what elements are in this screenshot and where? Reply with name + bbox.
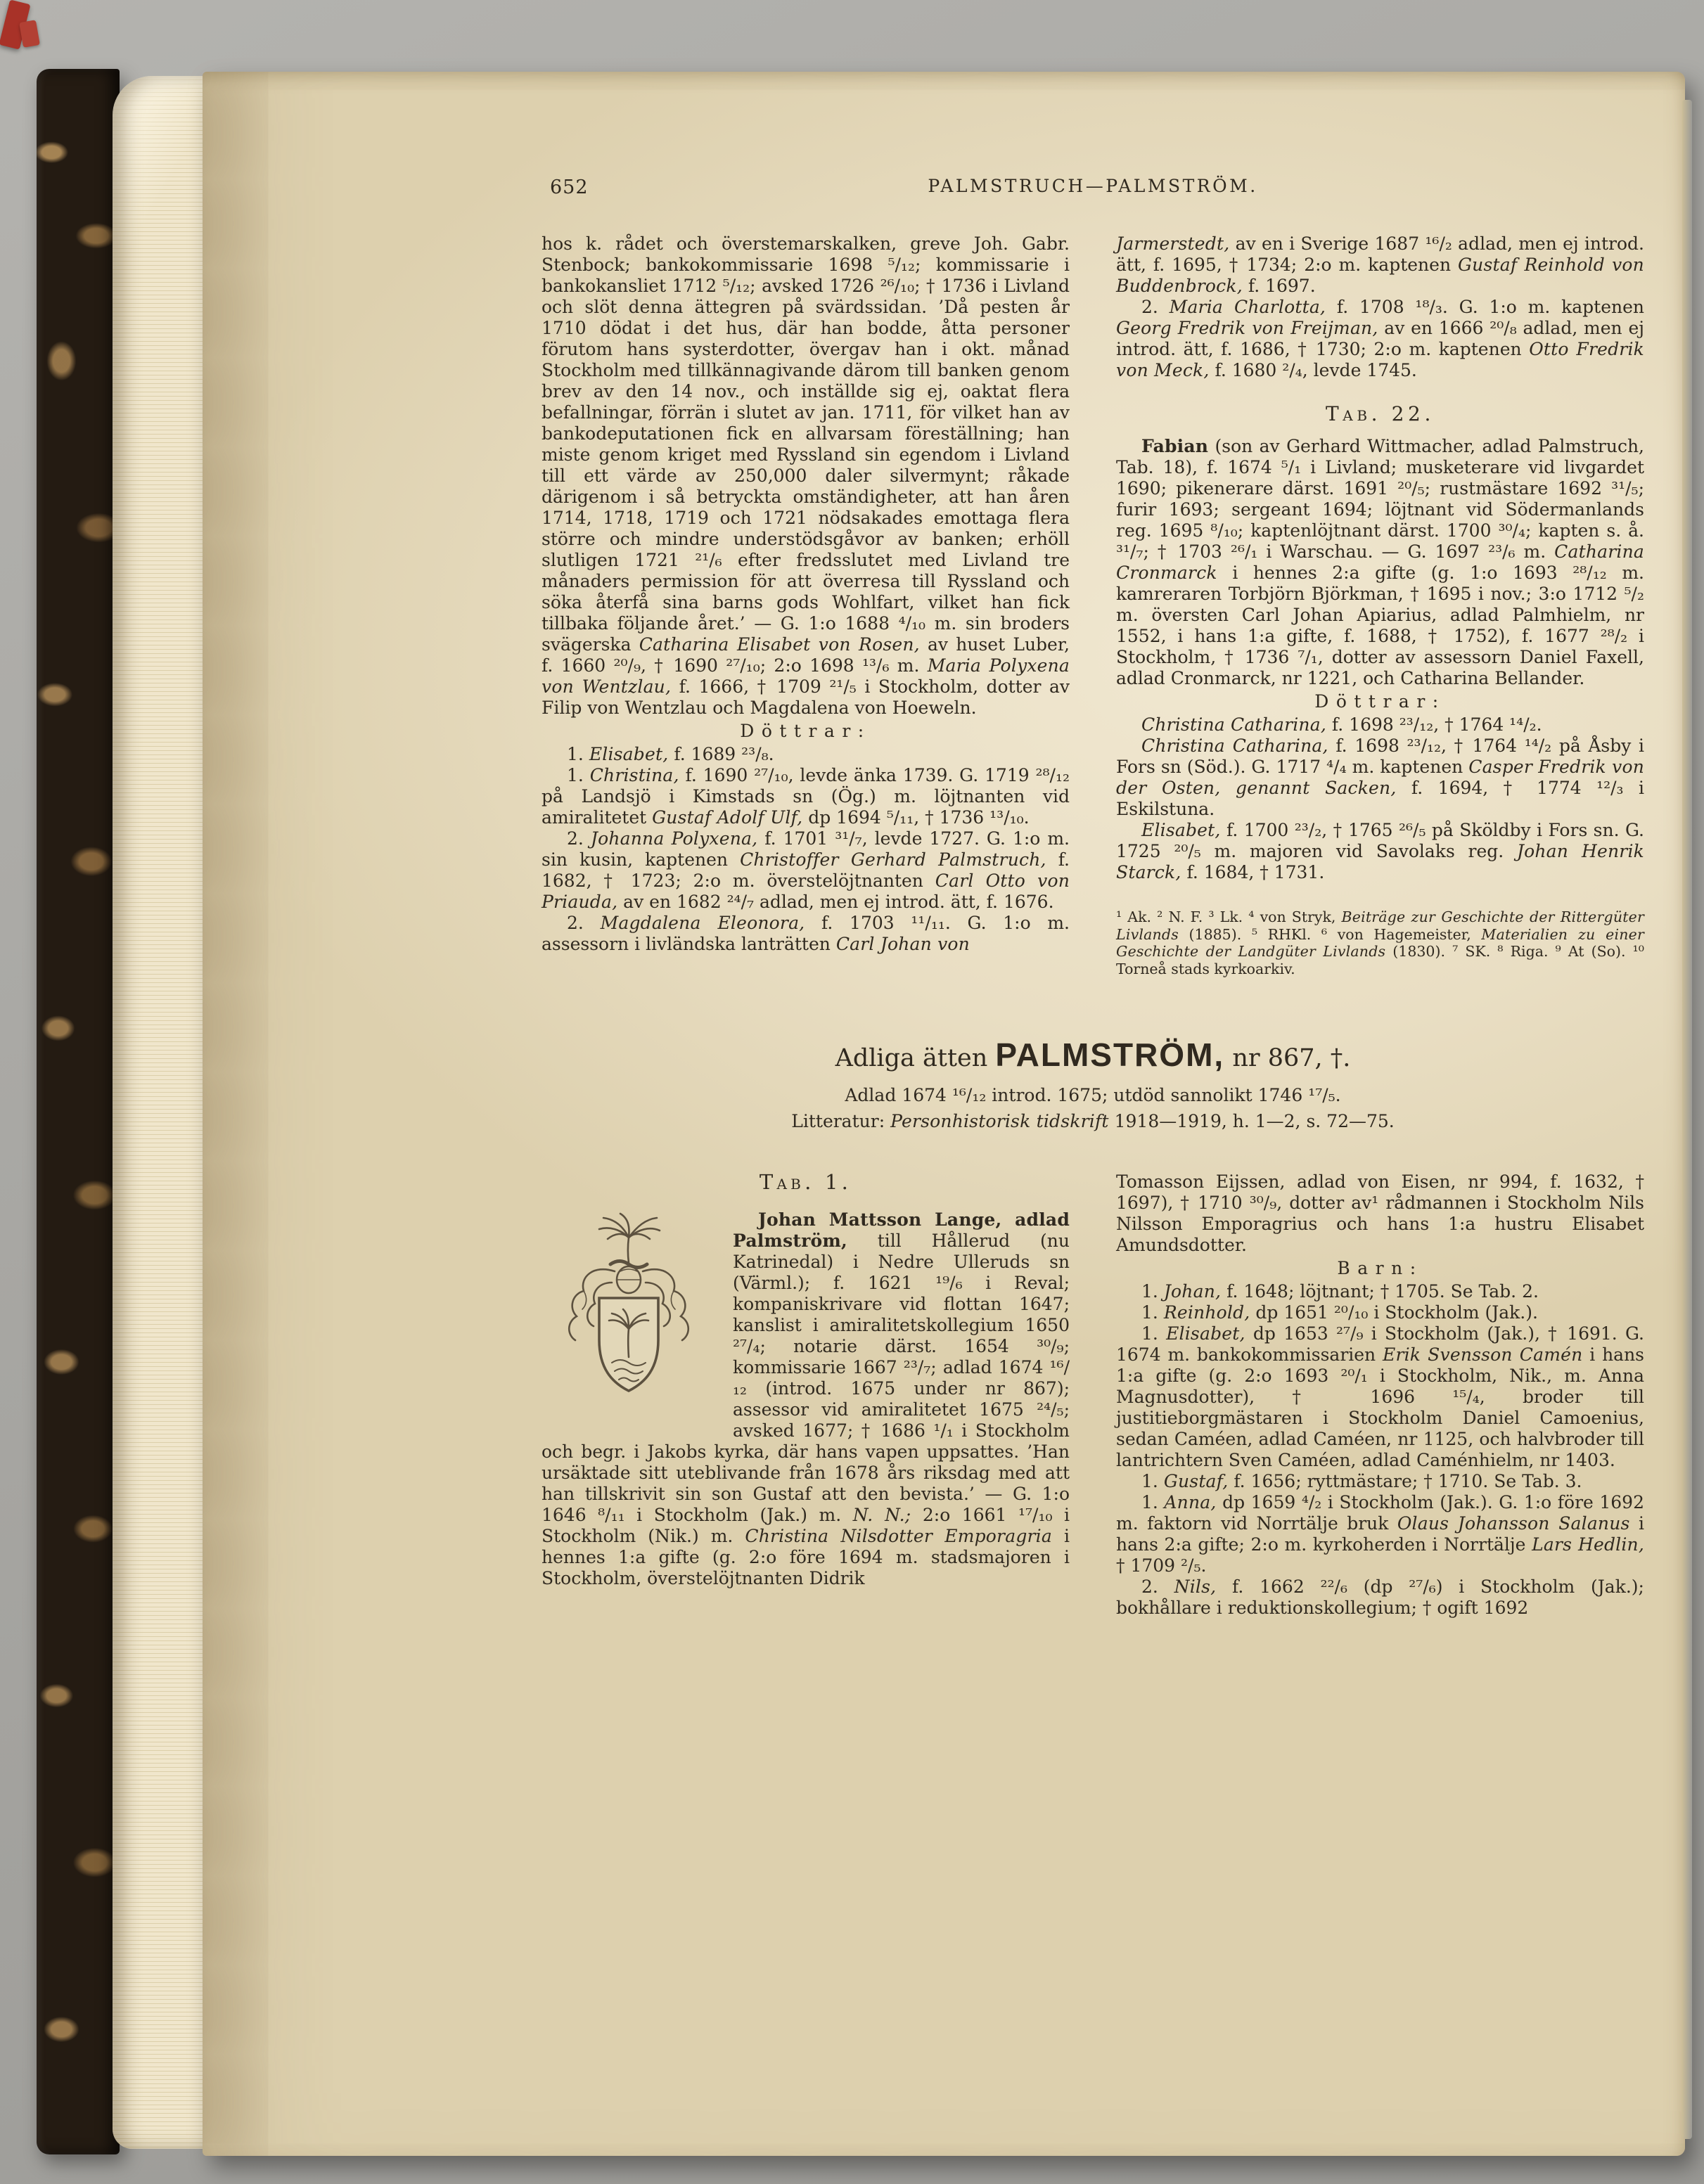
paragraph: Tomasson Eijssen, adlad von Eisen, nr 994, f. 1632, † 1697), † 1710 ³⁰/₉, dotter av¹ rådmannen i Stockholm Nils Nilsson Emporagrius och hans 1:a hustru Elisabet Amundsdotter. <box>1116 1171 1644 1255</box>
page-number: 652 <box>550 176 589 198</box>
paragraph: Johan Mattsson Lange, adlad Palmström, till Hållerud (nu Katrinedal) i Nedre Ulleruds sn (Värml.); f. 1621 ¹⁹/₆ i Reval; kompaniskrivare vid flottan 1647; kanslist i amiralitetskollegium 1650 ²⁷/₄; notarie därst. 1654 ³⁰/₉; kommissarie 1667 ²³/₇; adlad 1674 ¹⁶/₁₂ (introd. 1675 under nr 867); assessor vid amiralitetet 1675 ²⁴/₅; avsked 1677; † 1686 ¹/₁ i Stockholm och begr. i Jakobs kyrka, där hans vapen uppsattes. ’Han ursäktade sitt uteblivande från 1678 års riksdag med att han tillskrivit sin son Gustaf att den bevista.’ — G. 1:o 1646 ⁸/₁₁ i Stockholm (Jak.) m. N. N.; 2:o 1661 ¹⁷/₁₀ i Stockholm (Nik.) m. Christina Nilsdotter Emporagria i hennes 1:a gifte (g. 2:o före 1694 m. stadsmajoren i Stockholm, överstelöjtnanten Didrik <box>542 1209 1070 1588</box>
family-sub-lines <box>542 1083 1644 1133</box>
family-heading <box>542 1036 1644 1073</box>
paragraph: Döttrar: <box>740 721 871 741</box>
coat-of-arms <box>542 1212 716 1425</box>
paragraph: Döttrar: <box>1314 691 1446 712</box>
running-head <box>542 176 1644 204</box>
tab1-heading: Tab. 1. <box>759 1170 852 1194</box>
book-page <box>203 72 1685 2156</box>
paragraph: Elisabet, f. 1700 ²³/₂, † 1765 ²⁶/₅ på Sköldby i Fors sn. G. 1725 ²⁰/₅ m. majoren vid Savolaks reg. Johan Henrik Starck, f. 1684, † 1731. <box>1116 820 1644 882</box>
paragraph: 1. Elisabet, f. 1689 ²³/₈. <box>567 744 774 764</box>
paragraph: 2. Magdalena Eleonora, f. 1703 ¹¹/₁₁. G. 1:o m. assessorn i livländska lanträtten Carl Johan von <box>542 913 1070 954</box>
family-heading-suffix: nr 867, †. <box>1224 1044 1351 1072</box>
paragraph: Adlad 1674 ¹⁶/₁₂ introd. 1675; utdöd sannolikt 1746 ¹⁷/₅. <box>845 1085 1341 1105</box>
paragraph: ¹ Ak. ² N. F. ³ Lk. ⁴ von Stryk, Beiträge zur Geschichte der Rittergüter Livlands (1885). ⁵ RHKl. ⁶ von Hagemeister, Materialien zu einer Geschichte der Landgüter Livlands (1830). ⁷ SK. ⁸ Riga. ⁹ At (So). ¹⁰ Torneå stads kyrkoarkiv. <box>1116 908 1644 977</box>
tab1-left-column <box>542 1171 1070 1619</box>
paragraph: hos k. rådet och överstemarskalken, greve Joh. Gabr. Stenbock; bankokommissarie 1698 ⁵/₁₂; kommissarie i bankokansliet 1712 ⁵/₁₂; avsked 1726 ²⁶/₁₀; † 1736 i Livland och slöt denna ättegren på svärdssidan. ’Då pesten år 1710 dödat i det hus, där han bodde, åtta personer förutom hans systerdotter, övergav han i okt. månad Stockholm med tillkännagivande därom till banken genom brev av den 14 nov., och inställde sig ej, oaktat flera befallningar, förrän i slutet av jan. 1711, för vilket han av bankodeputationen fick en allvarsam föreställning; han miste genom kriget med Ryssland sin egendom i Livland till ett värde av 250,000 daler silvermynt; råkade därigenom i så betryckta omständigheter, att han åren 1714, 1718, 1719 och 1721 nödsakades emottaga flera större och mindre understödsgåvor av banken; erhöll slutligen 1721 ²¹/₆ efter fredsslutet med Livland tre månaders permission för att överresa till Ryssland och söka återfå sina barns gods Wohlfart, vilket han fick tillbaka följande året.’ — G. 1:o 1688 ⁴/₁₀ m. sin broders svägerska Catharina Elisabet von Rosen, av huset Luber, f. 1660 ²⁰/₉, † 1690 ²⁷/₁₀; 2:o 1698 ¹³/₆ m. Maria Polyxena von Wentzlau, f. 1666, † 1709 ²¹/₅ i Stockholm, dotter av Filip von Wentzlau och Magdalena von Hoeweln. <box>542 233 1070 718</box>
paragraph: Litteratur: Personhistorisk tidskrift 1918—1919, h. 1—2, s. 72—75. <box>791 1111 1395 1131</box>
running-title: PALMSTRUCH—PALMSTRÖM. <box>928 176 1258 196</box>
book-spine <box>37 69 120 2154</box>
family-heading-section <box>542 1036 1644 1133</box>
paragraph: 1. Christina, f. 1690 ²⁷/₁₀, levde änka 1739. G. 1719 ²⁸/₁₂ på Landsjö i Kimstads sn (Ög.) m. löjtnanten vid amiralitetet Gustaf Adolf Ulf, dp 1694 ⁵/₁₁, † 1736 ¹³/₁₀. <box>542 765 1070 828</box>
tab1-section <box>542 1171 1644 1619</box>
family-name: PALMSTRÖM, <box>995 1036 1225 1073</box>
paragraph: 2. Johanna Polyxena, f. 1701 ³¹/₇, levde 1727. G. 1:o m. sin kusin, kaptenen Christoffer Gerhard Palmstruch, f. 1682, † 1723; 2:o m. överstelöjtnanten Carl Otto von Priauda, av en 1682 ²⁴/₇ adlad, men ej introd. ätt, f. 1676. <box>542 828 1070 912</box>
cont-left-column <box>542 233 1070 977</box>
paragraph: 1. Johan, f. 1648; löjtnant; † 1705. Se Tab. 2. <box>1141 1281 1539 1302</box>
paragraph: Christina Catharina, f. 1698 ²³/₁₂, † 1764 ¹⁴/₂ på Åsby i Fors sn (Söd.). G. 1717 ⁴/₄ m. kaptenen Casper Fredrik von der Osten, genannt Sacken, f. 1694, † 1774 ¹²/₃ i Eskilstuna. <box>1116 736 1645 819</box>
book <box>37 65 1685 2159</box>
tab1-right-column <box>1116 1171 1644 1619</box>
page-content <box>203 72 1685 2156</box>
paragraph: 1. Gustaf, f. 1656; ryttmästare; † 1710. Se Tab. 3. <box>1141 1471 1582 1491</box>
paragraph: 1. Elisabet, dp 1653 ²⁷/₉ i Stockholm (Jak.), † 1691. G. 1674 m. bankokommissarien Erik Svensson Camén i hans 1:a gifte (g. 2:o 1693 ²⁰/₁ i Stockholm, Nik., m. Anna Magnusdotter), † 1696 ¹⁵/₄, broder till justitieborgmästaren i Stockholm Daniel Camoenius, sedan Caméen, adlad Caméen, nr 1125, och halvbroder till lantrichtern Sven Caméen, adlad Caménhielm, nr 1403. <box>1116 1323 1644 1470</box>
paragraph: Fabian (son av Gerhard Wittmacher, adlad Palmstruch, Tab. 18), f. 1674 ⁵/₁ i Livland; musketerare vid livgardet 1690; pikenerare därst. 1691 ²⁰/₅; rustmästare 1692 ³¹/₅; furir 1693; sergeant 1694; löjtnant vid Södermanlands reg. 1695 ⁸/₁₀; kaptenlöjtnant därst. 1700 ³⁰/₄; kapten s. å. ³¹/₇; † 1703 ²⁶/₁ i Warschau. — G. 1697 ²³/₆ m. Catharina Cronmarck i hennes 2:a gifte (g. 1:o 1693 ²⁸/₁₂ m. kamreraren Torbjörn Björkman, † 1695 i nov.; 3:o 1712 ⁵/₂ m. översten Carl Johan Apiarius, adlad Palmhielm, nr 1552, i hans 1:a gifte, f. 1688, † 1752), f. 1677 ²⁸/₂ i Stockholm, † 1736 ⁷/₁, dotter av assessorn Daniel Faxell, adlad Cronmarck, nr 1221, och Catharina Bellander. <box>1116 436 1644 688</box>
paragraph: 1. Anna, dp 1659 ⁴/₂ i Stockholm (Jak.). G. 1:o före 1692 m. faktorn vid Norrtälje bruk Olaus Johansson Salanus i hans 2:a gifte; 2:o m. kyrkoherden i Norrtälje Lars Hedlin, † 1709 ²/₅. <box>1116 1492 1644 1576</box>
paragraph: Christina Catharina, f. 1698 ²³/₁₂, † 1764 ¹⁴/₂. <box>1141 714 1542 735</box>
cont-right-column <box>1116 233 1644 977</box>
paragraph: 2. Nils, f. 1662 ²²/₆ (dp ²⁷/₆) i Stockholm (Jak.); bokhållare i reduktionskollegium; † ogift 1692 <box>1116 1576 1644 1618</box>
paragraph: Tab. 22. <box>1326 402 1435 425</box>
family-heading-prefix: Adliga ätten <box>835 1044 996 1072</box>
continuation-section <box>542 233 1644 977</box>
paragraph: Jarmerstedt, av en i Sverige 1687 ¹⁶/₂ adlad, men ej introd. ätt, f. 1695, † 1734; 2:o m. kaptenen Gustaf Reinhold von Buddenbrock, f. 1697. <box>1116 233 1644 296</box>
paragraph: Barn: <box>1337 1258 1423 1278</box>
paragraph: 2. Maria Charlotta, f. 1708 ¹⁸/₃. G. 1:o m. kaptenen Georg Fredrik von Freijman, av en 1666 ²⁰/₈ adlad, men ej introd. ätt, f. 1686, † 1730; 2:o m. kaptenen Otto Fredrik von Meck, f. 1680 ²/₄, levde 1745. <box>1116 297 1644 380</box>
red-bookmark-icon <box>19 20 40 48</box>
paragraph: 1. Reinhold, dp 1651 ²⁰/₁₀ i Stockholm (Jak.). <box>1141 1302 1538 1323</box>
